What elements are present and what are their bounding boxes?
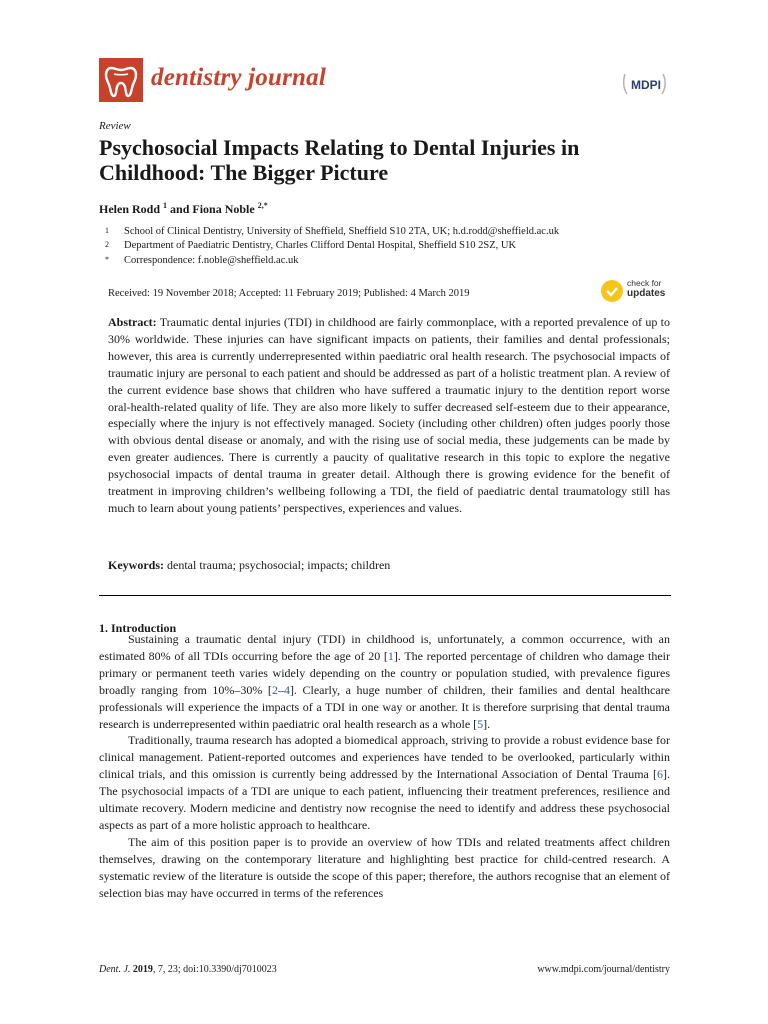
keywords-label: Keywords: (108, 558, 164, 572)
correspondence-text[interactable]: Correspondence: f.noble@sheffield.ac.uk (124, 255, 299, 266)
check-for-updates-button[interactable] (601, 278, 671, 304)
svg-text:MDPI: MDPI (631, 78, 661, 92)
author-affiliation-mark: 2,* (257, 201, 268, 210)
body-paragraph (99, 834, 670, 902)
citation-details[interactable]: , 7, 23; doi:10.3390/dj7010023 (152, 964, 277, 975)
author-name: Helen Rodd (99, 202, 161, 216)
check-updates-label-strong: updates (627, 288, 666, 299)
check-updates-icon (601, 280, 623, 302)
keywords (108, 558, 390, 573)
authors-joiner: and (170, 202, 190, 216)
citation-link[interactable]: 1 (387, 648, 394, 663)
keywords-text: dental trauma; psychosocial; impacts; children (167, 558, 391, 572)
paragraph-text: Traditionally, trauma research has adopted a biomedical approach, striving to provide a robust evidence base for clinical management. Patient-reported outcomes and experiences have tended to be overlooked, particularly within clinical trials, and this omission is currently being addressed by the International Association of Dental Trauma [ (99, 733, 670, 782)
paragraph-text: Sustaining a traumatic dental injury (TDI) in childhood is, unfortunately, a common occurrence, with an estimated 80% of all TDIs occurring before the age of 20 [ (99, 632, 670, 663)
body-paragraph (99, 631, 670, 732)
citation-link[interactable]: 6 (657, 767, 663, 782)
article-type: Review (99, 120, 131, 132)
journal-header (99, 58, 671, 104)
abstract (108, 314, 670, 517)
author-list (99, 201, 268, 217)
citation-year: 2019 (132, 964, 153, 975)
tooth-icon (99, 58, 143, 102)
author-affiliation-mark: 1 (163, 201, 168, 210)
citation-link[interactable]: 4 (283, 682, 290, 697)
footer-citation (99, 964, 277, 975)
abstract-text: Traumatic dental injuries (TDI) in childhood are fairly commonplace, with a reported prevalence of up to 30% worldwide. These injuries can have significant impacts on patients, their families and dental professionals; however, this area is currently underrepresented within paediatric oral health research. The psychosocial impacts of traumatic injury are personal to each patient and should be addressed as part of a holistic treatment plan. A review of the current evidence base shows that children who have suffered a traumatic injury to the dentition report worse oral-health-related quality of life. They are also more likely to suffer decreased self-esteem due to their appearance, especially where the injury is not effectively managed. Society (including other children) often judges poorly those with obvious dental disease or anomaly, and with the rising use of social media, these judgements can be made by even greater audiences. There is currently a paucity of qualitative research in this topic to explore the negative psychosocial impacts of dental trauma in greater detail. Although there is growing evidence for the benefit of treatment in improving children’s wellbeing following a TDI, the field of paediatric dental traumatology still has much to learn about young patients’ perspectives, experiences and values. (108, 315, 670, 515)
affiliation-text[interactable]: School of Clinical Dentistry, University of Sheffield, Sheffield S10 2TA, UK; h.d.rodd@sheffield.ac.uk (124, 226, 560, 237)
affiliation-mark: 2 (105, 240, 109, 249)
citation-link[interactable]: 5 (477, 716, 484, 731)
paragraph-text: ]. Clearly, a huge number of children, their families and dental healthcare professionals will experience the impacts of a TDI in one way or another. It is therefore surprising that dental trauma research is underrepresented within paediatric oral health research as a whole [ (99, 682, 670, 731)
abstract-label: Abstract: (108, 315, 157, 329)
article-title: Psychosocial Impacts Relating to Dental Injuries in Childhood: The Bigger Picture (99, 135, 580, 185)
journal-abbrev: Dent. J. (99, 964, 131, 975)
paragraph-text: ]. The reported percentage of children who damage their primary or permanent teeth varies widely depending on the country or population studied, with prevalence figures broadly ranging from 10%–30% [ (99, 648, 671, 697)
author-name: Fiona Noble (192, 202, 255, 216)
mdpi-logo (617, 70, 671, 98)
section-heading: 1. Introduction (99, 621, 177, 635)
footer-url[interactable]: www.mdpi.com/journal/dentistry (537, 964, 670, 975)
check-updates-label: check for (627, 278, 662, 288)
paragraph-text: ]. (483, 716, 491, 731)
body-paragraph (99, 732, 670, 833)
section-divider (99, 595, 671, 596)
affiliation-mark: 1 (105, 226, 109, 235)
affiliation-mark: * (105, 255, 109, 264)
paragraph-text: – (277, 682, 284, 697)
affiliation-text: Department of Paediatric Dentistry, Charles Clifford Dental Hospital, Sheffield S10 2SZ, UK (124, 240, 517, 251)
journal-name: dentistry journal (151, 64, 326, 91)
citation-link[interactable]: 2 (271, 682, 278, 697)
paragraph-text: The aim of this position paper is to provide an overview of how TDIs and related treatments affect children themselves, drawing on the contemporary literature and highlighting best practice for child-centred research. A systematic review of the literature is outside the scope of this paper; therefore, the authors recognise that an element of selection bias may have occurred in terms of the references (99, 834, 670, 900)
body-text (99, 631, 670, 902)
publication-dates: Received: 19 November 2018; Accepted: 11 February 2019; Published: 4 March 2019 (108, 288, 470, 299)
paragraph-text: ]. The psychosocial impacts of a TDI are unique to each patient, influencing their treatment preferences, resilience and ultimate recovery. Modern medicine and dentistry now recognise the need to identify and address these psychosocial aspects as part of a more holistic approach to healthcare. (99, 767, 670, 832)
